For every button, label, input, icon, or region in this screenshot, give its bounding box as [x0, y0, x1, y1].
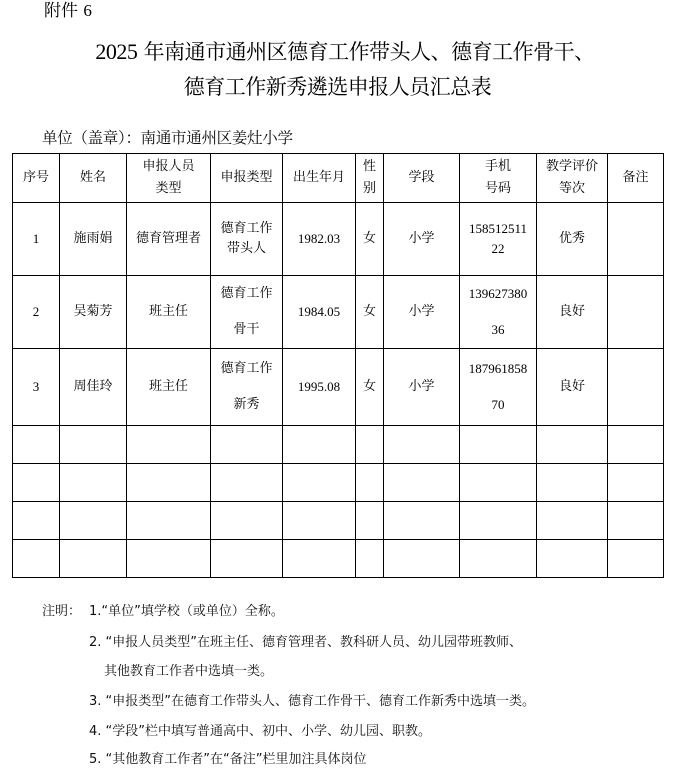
cell-apply-type-text: 德育工作: [220, 286, 273, 301]
empty-cell[interactable]: [127, 426, 211, 464]
empty-cell[interactable]: [283, 426, 356, 464]
note-item: 2. “申报人员类型”在班主任、德育管理者、教科研人员、幼儿园带班教师、: [89, 635, 523, 650]
cell-birth-text: 1984.05: [297, 304, 341, 319]
header-line: 别: [362, 181, 376, 196]
note-item: 3. “申报类型”在德育工作带头人、德育工作骨干、德育工作新秀中选填一类。: [89, 694, 536, 709]
cell-apply-type-text: 骨干: [233, 322, 260, 337]
note-item: 其他教育工作者中选填一类。: [104, 664, 274, 679]
cell-apply-type: [211, 349, 283, 426]
note-item: 4. “学段”栏中填写普通高中、初中、小学、幼儿园、职教。: [89, 724, 432, 739]
empty-cell[interactable]: [608, 540, 664, 578]
cell-gender-text: 女: [362, 231, 376, 246]
notes-label: 注明：: [42, 604, 82, 619]
cell-birth: [283, 203, 356, 276]
empty-cell[interactable]: [60, 540, 127, 578]
title-text: 年南通市通州区德育工作带头人、德育工作骨干、: [143, 40, 595, 64]
cell-apply-type: [211, 203, 283, 276]
cell-rating: [537, 203, 608, 276]
cell-apply-type-text: 新秀: [233, 397, 260, 412]
cell-gender: [356, 276, 384, 349]
empty-cell[interactable]: [537, 426, 608, 464]
empty-cell[interactable]: [283, 540, 356, 578]
empty-cell[interactable]: [460, 426, 537, 464]
cell-apply-type-text: 带头人: [226, 241, 266, 256]
cell-applicant-type-text: 德育管理者: [135, 231, 201, 246]
empty-cell[interactable]: [127, 540, 211, 578]
cell-gender: [356, 349, 384, 426]
header-gender: [356, 154, 384, 203]
empty-cell[interactable]: [283, 502, 356, 540]
cell-rating: [537, 349, 608, 426]
header-line: 号码: [484, 181, 511, 196]
cell-apply-type: [211, 276, 283, 349]
note-item: 1.“单位”填学校（或单位）全称。: [89, 604, 284, 619]
empty-cell[interactable]: [460, 502, 537, 540]
header-birth: [283, 154, 356, 203]
empty-cell[interactable]: [608, 426, 664, 464]
empty-cell[interactable]: [608, 464, 664, 502]
header-line: 申报人员: [142, 159, 195, 174]
empty-cell[interactable]: [211, 464, 283, 502]
header-line: 等次: [558, 181, 585, 196]
cell-remark: [608, 203, 664, 276]
header-index: [13, 154, 60, 203]
cell-stage: [384, 349, 460, 426]
empty-cell[interactable]: [384, 426, 460, 464]
cell-rating-text: 良好: [558, 379, 585, 394]
empty-cell[interactable]: [13, 540, 60, 578]
empty-cell[interactable]: [211, 502, 283, 540]
empty-cell[interactable]: [127, 502, 211, 540]
empty-cell[interactable]: [283, 464, 356, 502]
cell-phone-text: 187961858: [468, 361, 528, 376]
note-item: 5. “其他教育工作者”在“备注”栏里加注具体岗位: [89, 752, 367, 767]
empty-table-row: [13, 502, 664, 540]
header-line: 学段: [408, 170, 435, 185]
cell-name: [60, 349, 127, 426]
cell-stage: [384, 203, 460, 276]
cell-gender-text: 女: [362, 379, 376, 394]
empty-cell[interactable]: [537, 540, 608, 578]
cell-index: [13, 349, 60, 426]
table-row: [13, 349, 664, 426]
page-title-line2: 德育工作新秀遴选申报人员汇总表: [183, 75, 492, 99]
cell-rating: [537, 276, 608, 349]
cell-index-text: 3: [32, 379, 40, 394]
empty-cell[interactable]: [608, 502, 664, 540]
empty-cell[interactable]: [127, 464, 211, 502]
header-apply-type: [211, 154, 283, 203]
empty-cell[interactable]: [537, 502, 608, 540]
cell-stage-text: 小学: [408, 231, 435, 246]
cell-rating-text: 良好: [558, 304, 585, 319]
cell-name: [60, 203, 127, 276]
header-row: [13, 154, 664, 203]
cell-remark: [608, 349, 664, 426]
cell-name: [60, 276, 127, 349]
cell-phone-text: 36: [491, 322, 505, 337]
cell-name-text: 吴菊芳: [73, 304, 113, 319]
header-remark: [608, 154, 664, 203]
cell-applicant-type-text: 班主任: [148, 304, 188, 319]
empty-table-row: [13, 464, 664, 502]
cell-phone-text: 70: [491, 397, 505, 412]
cell-phone-text: 22: [491, 241, 505, 256]
cell-stage-text: 小学: [408, 379, 435, 394]
cell-birth: [283, 349, 356, 426]
empty-cell[interactable]: [13, 502, 60, 540]
empty-cell[interactable]: [356, 464, 384, 502]
cell-phone: [460, 276, 537, 349]
attachment-text: 附件: [44, 1, 78, 21]
header-line: 教学评价: [545, 159, 598, 174]
header-name: [60, 154, 127, 203]
empty-table-row: [13, 426, 664, 464]
header-line: 申报类型: [220, 170, 273, 185]
empty-cell[interactable]: [13, 464, 60, 502]
unit-value: 南通市通州区姜灶小学: [140, 129, 293, 147]
empty-cell[interactable]: [384, 540, 460, 578]
summary-table: [12, 153, 664, 578]
cell-applicant-type-text: 班主任: [148, 379, 188, 394]
header-stage: [384, 154, 460, 203]
cell-phone: [460, 203, 537, 276]
header-line: 序号: [22, 170, 49, 185]
empty-cell[interactable]: [356, 502, 384, 540]
table-row: [13, 203, 664, 276]
unit-line: [42, 127, 293, 149]
cell-birth-text: 1982.03: [297, 231, 341, 246]
header-line: 性: [362, 159, 376, 174]
table-row: [13, 276, 664, 349]
cell-gender-text: 女: [362, 304, 376, 319]
empty-cell[interactable]: [13, 426, 60, 464]
page-title-line1: [15, 37, 675, 67]
cell-stage: [384, 276, 460, 349]
empty-cell[interactable]: [60, 502, 127, 540]
header-phone: [460, 154, 537, 203]
empty-table-row: [13, 540, 664, 578]
empty-cell[interactable]: [384, 464, 460, 502]
header-line: 类型: [155, 181, 182, 196]
cell-index-text: 2: [32, 304, 40, 319]
empty-cell[interactable]: [356, 426, 384, 464]
cell-phone: [460, 349, 537, 426]
empty-cell[interactable]: [60, 426, 127, 464]
cell-stage-text: 小学: [408, 304, 435, 319]
header-rating: [537, 154, 608, 203]
title-year: 2025: [95, 39, 138, 64]
cell-remark: [608, 276, 664, 349]
cell-birth-text: 1995.08: [297, 379, 341, 394]
cell-applicant-type: [127, 203, 211, 276]
header-line: 手机: [484, 159, 511, 174]
empty-cell[interactable]: [211, 426, 283, 464]
cell-applicant-type: [127, 349, 211, 426]
attachment-label: [44, 0, 92, 22]
cell-index: [13, 276, 60, 349]
header-line: 姓名: [79, 170, 106, 185]
empty-cell[interactable]: [460, 540, 537, 578]
cell-apply-type-text: 德育工作: [220, 221, 273, 236]
empty-cell[interactable]: [356, 540, 384, 578]
unit-label: 单位（盖章）：: [42, 129, 141, 147]
cell-apply-type-text: 德育工作: [220, 361, 273, 376]
empty-cell[interactable]: [60, 464, 127, 502]
empty-cell[interactable]: [211, 540, 283, 578]
attachment-number: 6: [83, 1, 92, 20]
empty-cell[interactable]: [384, 502, 460, 540]
cell-birth: [283, 276, 356, 349]
header-applicant-type: [127, 154, 211, 203]
cell-index: [13, 203, 60, 276]
cell-name-text: 施雨娟: [73, 231, 113, 246]
empty-cell[interactable]: [537, 464, 608, 502]
cell-applicant-type: [127, 276, 211, 349]
cell-gender: [356, 203, 384, 276]
header-line: 备注: [622, 170, 649, 185]
header-line: 出生年月: [292, 170, 345, 185]
cell-phone-text: 139627380: [468, 286, 528, 301]
cell-phone-text: 158512511: [468, 221, 528, 236]
cell-index-text: 1: [32, 231, 40, 246]
cell-name-text: 周佳玲: [73, 379, 113, 394]
cell-rating-text: 优秀: [558, 231, 585, 246]
empty-cell[interactable]: [460, 464, 537, 502]
